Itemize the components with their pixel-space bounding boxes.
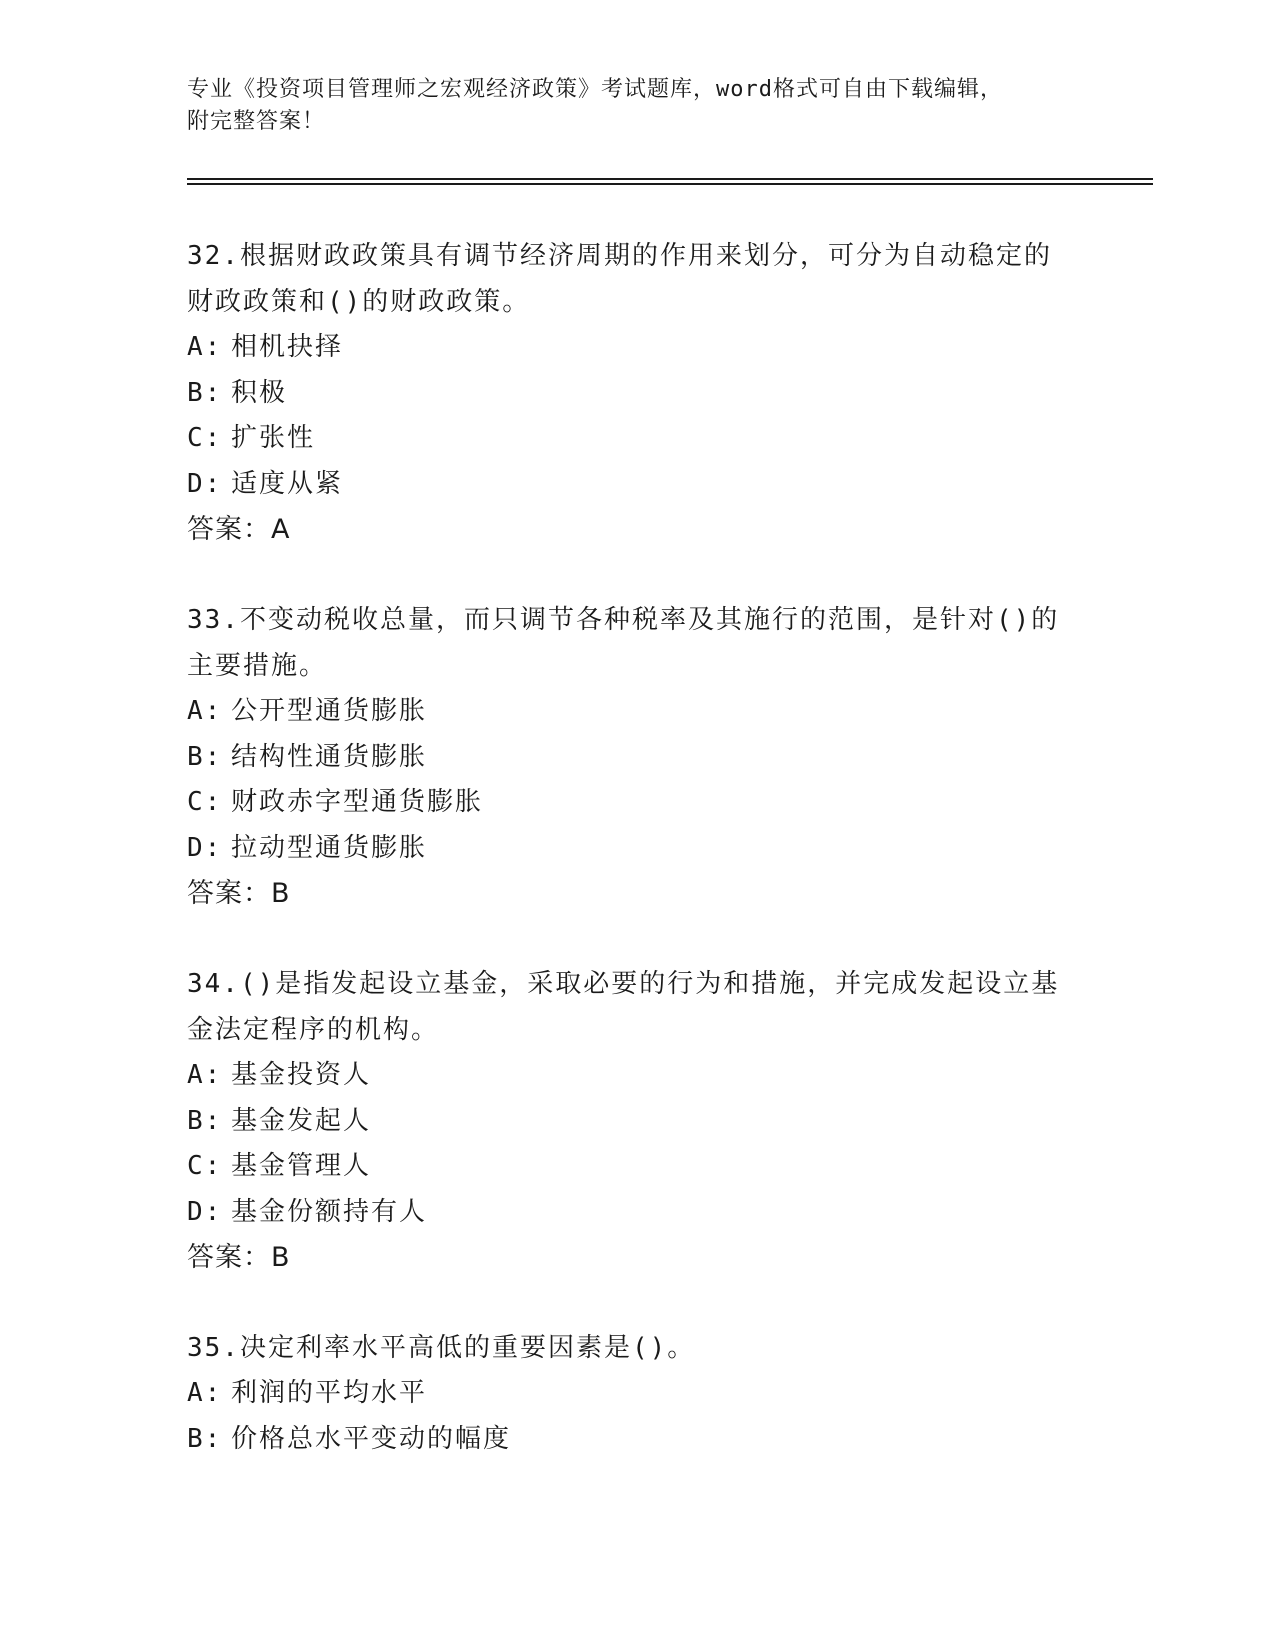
header-divider-bottom [187, 183, 1153, 185]
option-text: 财政赤字型通货膨胀 [231, 787, 484, 817]
option-letter: D: [187, 832, 223, 863]
intro-line-1: 专业《投资项目管理师之宏观经济政策》考试题库，word格式可自由下载编辑， [187, 77, 1003, 102]
question-stem-line-2: 财政政策和()的财政政策。 [187, 287, 531, 317]
option-text: 公开型通货膨胀 [231, 696, 428, 726]
option-text: 利润的平均水平 [231, 1378, 428, 1408]
option-d [187, 826, 1087, 872]
option-letter: D: [187, 1196, 223, 1227]
question-33 [187, 597, 1087, 917]
option-text: 相机抉择 [231, 332, 344, 362]
option-text: 积极 [231, 377, 288, 408]
option-b [187, 371, 1087, 417]
option-letter: A: [187, 696, 223, 726]
option-text: 结构性通货膨胀 [231, 741, 428, 772]
option-letter: B: [187, 1423, 223, 1454]
option-b [187, 735, 1087, 781]
question-stem-line-1: 34.()是指发起设立基金，采取必要的行为和措施，并完成发起设立基 [187, 969, 1060, 999]
option-a [187, 325, 1087, 371]
option-a [187, 689, 1087, 735]
option-a [187, 1371, 1087, 1417]
option-c [187, 780, 1087, 826]
option-c [187, 1144, 1087, 1190]
option-text: 价格总水平变动的幅度 [231, 1423, 512, 1454]
option-text: 拉动型通货膨胀 [231, 832, 428, 863]
question-stem-line-1: 35.决定利率水平高低的重要因素是()。 [187, 1333, 696, 1363]
answer-label: 答案：B [187, 1242, 291, 1273]
question-32 [187, 233, 1087, 553]
question-35 [187, 1325, 1087, 1462]
option-c [187, 416, 1087, 462]
option-d [187, 1190, 1087, 1236]
answer-label: 答案：A [187, 514, 291, 545]
option-text: 适度从紧 [231, 468, 344, 499]
option-text: 基金管理人 [231, 1151, 372, 1181]
option-text: 扩张性 [231, 423, 316, 453]
option-b [187, 1417, 1087, 1463]
answer-label: 答案：B [187, 878, 291, 909]
option-letter: C: [187, 423, 223, 453]
option-letter: A: [187, 1378, 223, 1408]
option-text: 基金发起人 [231, 1105, 372, 1136]
option-b [187, 1099, 1087, 1145]
intro-line-2: 附完整答案！ [187, 109, 326, 134]
option-letter: B: [187, 1105, 223, 1136]
question-stem-line-2: 主要措施。 [187, 651, 328, 681]
option-letter: A: [187, 332, 223, 362]
document-header [187, 74, 1067, 138]
option-letter: A: [187, 1060, 223, 1090]
option-letter: D: [187, 468, 223, 499]
option-letter: C: [187, 787, 223, 817]
option-letter: C: [187, 1151, 223, 1181]
header-divider-top [187, 178, 1153, 180]
option-letter: B: [187, 741, 223, 772]
option-text: 基金投资人 [231, 1060, 372, 1090]
option-letter: B: [187, 377, 223, 408]
question-stem-line-1: 32.根据财政政策具有调节经济周期的作用来划分，可分为自动稳定的 [187, 241, 1052, 271]
option-d [187, 462, 1087, 508]
option-a [187, 1053, 1087, 1099]
question-stem-line-2: 金法定程序的机构。 [187, 1015, 440, 1045]
question-stem-line-1: 33.不变动税收总量，而只调节各种税率及其施行的范围，是针对()的 [187, 605, 1060, 635]
option-text: 基金份额持有人 [231, 1196, 428, 1227]
question-34 [187, 961, 1087, 1281]
